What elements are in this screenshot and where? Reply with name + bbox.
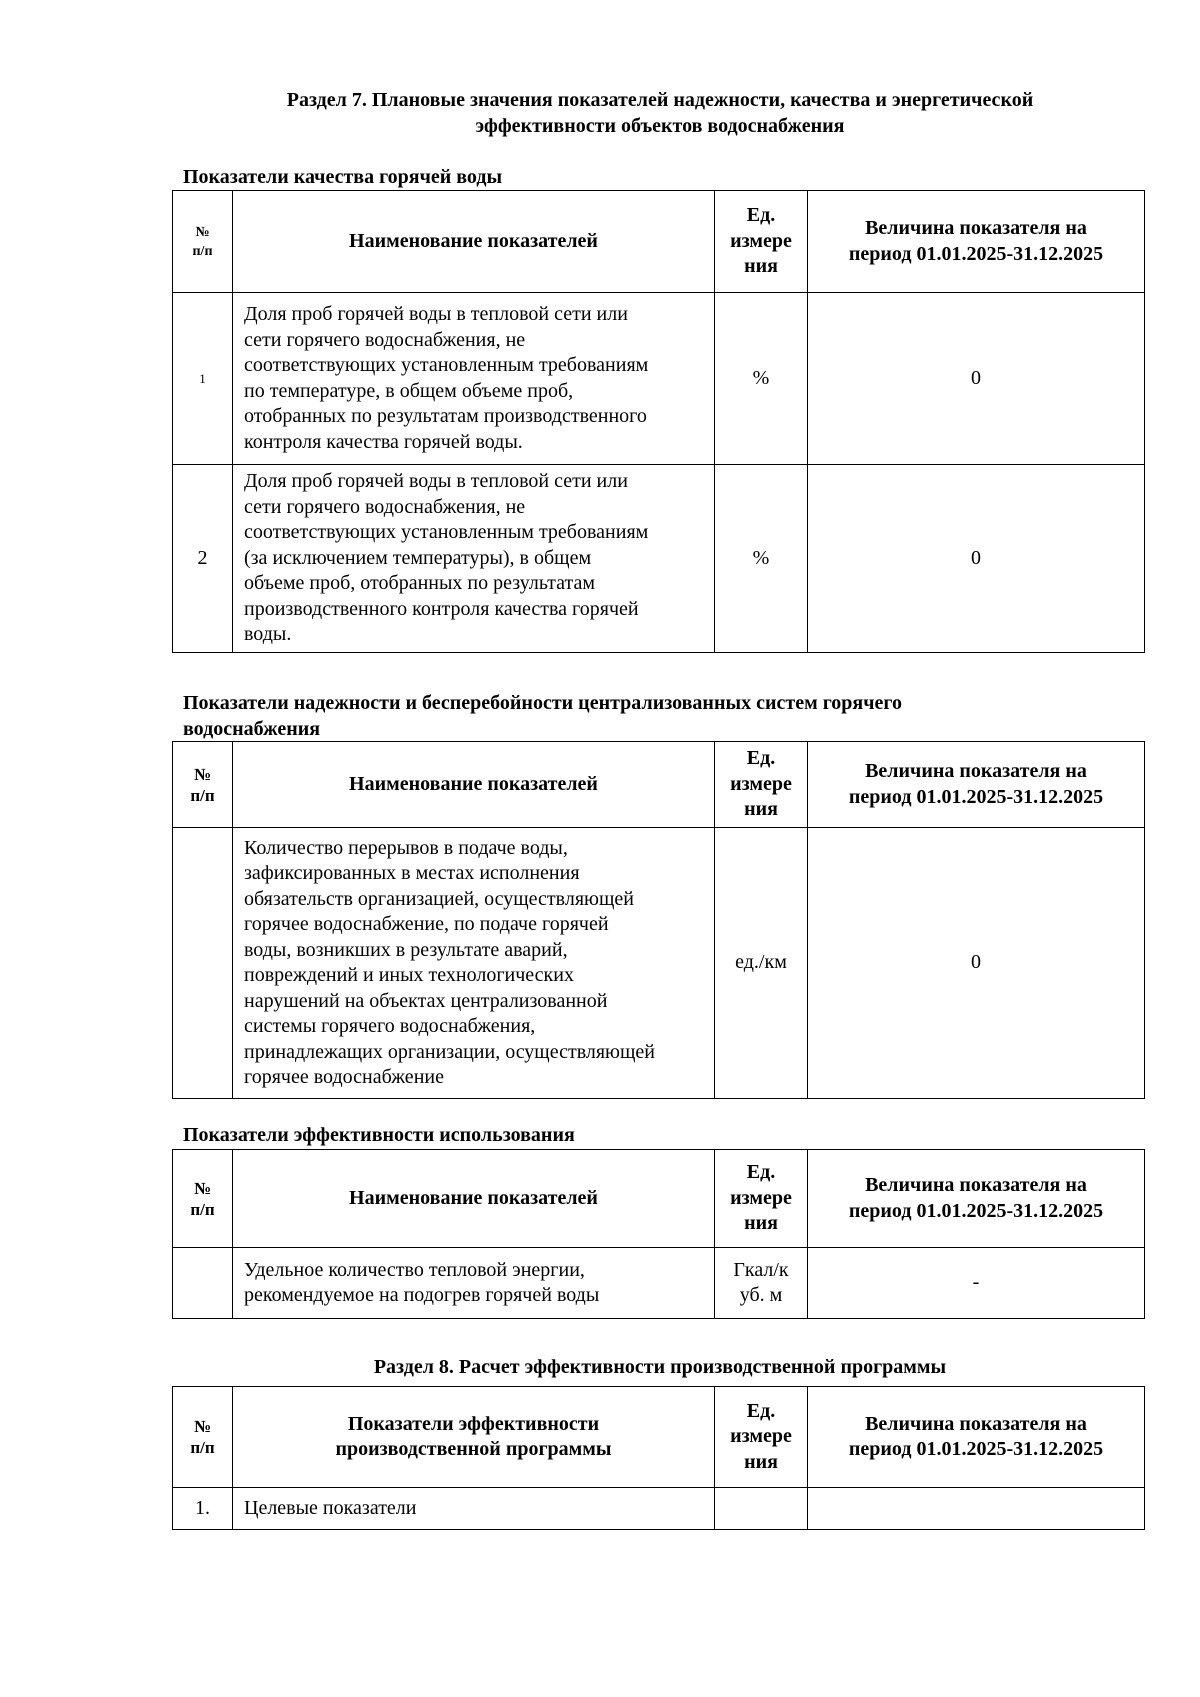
header-value-line1: Величина показателя на [865,1174,1087,1196]
header-value-line1: Величина показателя на [865,1412,1087,1435]
row-name-line: сети горячего водоснабжения, не [244,328,526,351]
row-name-line: системы горячего водоснабжения, [244,1015,536,1037]
row-name-line: воды, возникших в результате аварий, [244,938,568,961]
row-number: 2 [173,465,233,653]
header-no-line1: № [193,1417,212,1436]
table-row [173,465,1145,653]
header-value [808,1150,1145,1248]
header-unit-line3: ния [744,1450,778,1473]
header-value-line2: период 01.01.2025-31.12.2025 [848,1199,1104,1222]
row-name-line: нарушений на объектах централизованной [244,989,608,1012]
header-unit-line3: ния [744,798,778,821]
row-name-line: принадлежащих организации, осуществляющей [244,1040,655,1063]
header-no-line2: п/п [190,1199,215,1219]
header-unit-line3: ния [744,1212,778,1235]
table-row [173,293,1145,465]
row-unit: ед./км [715,828,808,1099]
header-no-line2: п/п [190,1438,215,1457]
row-name-line: горячее водоснабжение [244,1066,444,1088]
row-unit-line1: Гкал/к [733,1258,789,1281]
header-unit [715,1387,808,1488]
reliability-table [172,741,1145,1099]
row-number [173,1248,233,1319]
section7-title-line2: эффективности объектов водоснабжения [475,115,845,137]
row-unit [715,1488,808,1530]
quality-table-header [173,191,1145,293]
header-no-line1: № [193,1178,212,1198]
header-unit-line1: Ед. [746,747,776,770]
header-unit-line1: Ед. [746,1399,776,1422]
row-name-line: отобранных по результатам производственного [244,405,647,427]
row-unit-line2: уб. м [739,1284,783,1306]
row-name-line: контроля качества горячей воды. [244,430,523,453]
row-name-line: по температуре, в общем объеме проб, [244,379,574,402]
header-no-line1: № [193,764,212,784]
row-number [173,828,233,1099]
header-name: Наименование показателей [233,1150,715,1248]
row-unit [715,1248,808,1319]
header-value [808,1387,1145,1488]
row-unit: % [715,293,808,465]
row-name-line: воды. [244,623,292,645]
row-name-line: сети горячего водоснабжения, не [244,495,526,518]
header-unit-line2: измере [730,772,792,795]
section8-table-header [173,1387,1145,1488]
header-unit [715,742,808,828]
section7-title-line1: Раздел 7. Плановые значения показателей надежности, качества и энергетической [286,89,1034,111]
row-name-line: объеме проб, отобранных по результатам [244,572,596,594]
quality-table [172,190,1145,653]
row-value: 0 [808,293,1145,465]
header-no [173,191,233,293]
row-name-line: соответствующих установленным требованиям [244,354,649,376]
header-no [173,1150,233,1248]
row-number: 1 [173,293,233,465]
header-name-line1: Показатели эффективности [347,1412,600,1435]
efficiency-table-header [173,1150,1145,1248]
reliability-table-header [173,742,1145,828]
header-name: Наименование показателей [233,191,715,293]
header-value [808,191,1145,293]
row-value: 0 [808,465,1145,653]
row-unit: % [715,465,808,653]
header-no [173,742,233,828]
row-value: 0 [808,828,1145,1099]
header-no-line1: № [195,224,210,240]
header-name [233,1387,715,1488]
row-name [233,293,715,465]
efficiency-heading: Показатели эффективности использования [183,1124,575,1146]
row-name-line: рекомендуемое на подогрев горячей воды [244,1284,600,1306]
row-name-line: производственного контроля качества горячей [244,597,639,620]
header-unit [715,191,808,293]
row-name-line: (за исключением температуры), в общем [244,546,592,569]
row-number: 1. [173,1488,233,1530]
row-name-line: Количество перерывов в подаче воды, [244,836,568,859]
header-unit-line3: ния [744,255,778,278]
section8-table [172,1386,1145,1530]
header-value-line2: период 01.01.2025-31.12.2025 [848,242,1104,265]
header-no-line2: п/п [190,785,215,805]
header-unit-line1: Ед. [746,1161,776,1184]
table-row [173,828,1145,1099]
section7-title [160,87,1160,139]
header-unit-line2: измере [730,229,792,252]
efficiency-table [172,1149,1145,1319]
row-value: - [808,1248,1145,1319]
row-name-line: Доля проб горячей воды в тепловой сети или [244,470,628,492]
row-name-line: Доля проб горячей воды в тепловой сети или [244,303,628,325]
row-name [233,465,715,653]
section8-title: Раздел 8. Расчет эффективности производственной программы [373,1356,947,1378]
row-value [808,1488,1145,1530]
header-no-line2: п/п [192,243,213,259]
header-value [808,742,1145,828]
row-name-line: соответствующих установленным требованиям [244,521,649,543]
row-name-line: горячее водоснабжение, по подаче горячей [244,913,609,935]
table-row [173,1248,1145,1319]
row-name-line: зафиксированных в местах исполнения [244,862,580,884]
row-name-line: обязательств организацией, осуществляющей [244,887,634,910]
header-name: Наименование показателей [233,742,715,828]
reliability-heading-line2: водоснабжения [183,718,321,740]
header-no [173,1387,233,1488]
header-unit-line2: измере [730,1186,792,1209]
reliability-heading-line1: Показатели надежности и бесперебойности централизованных систем горячего [183,692,902,714]
row-name-line: Удельное количество тепловой энергии, [244,1258,585,1281]
row-name-line: повреждений и иных технологических [244,964,574,986]
row-name: Целевые показатели [233,1488,715,1530]
header-name-line2: производственной программы [335,1438,612,1460]
header-unit-line1: Ед. [746,204,776,227]
header-unit [715,1150,808,1248]
row-name [233,1248,715,1319]
header-unit-line2: измере [730,1425,792,1448]
reliability-heading [183,690,1083,742]
header-value-line1: Величина показателя на [865,217,1087,239]
row-name [233,828,715,1099]
header-value-line1: Величина показателя на [865,760,1087,782]
header-value-line2: период 01.01.2025-31.12.2025 [848,1438,1104,1460]
table-row [173,1488,1145,1530]
header-value-line2: период 01.01.2025-31.12.2025 [848,785,1104,808]
quality-heading: Показатели качества горячей воды [183,166,503,188]
